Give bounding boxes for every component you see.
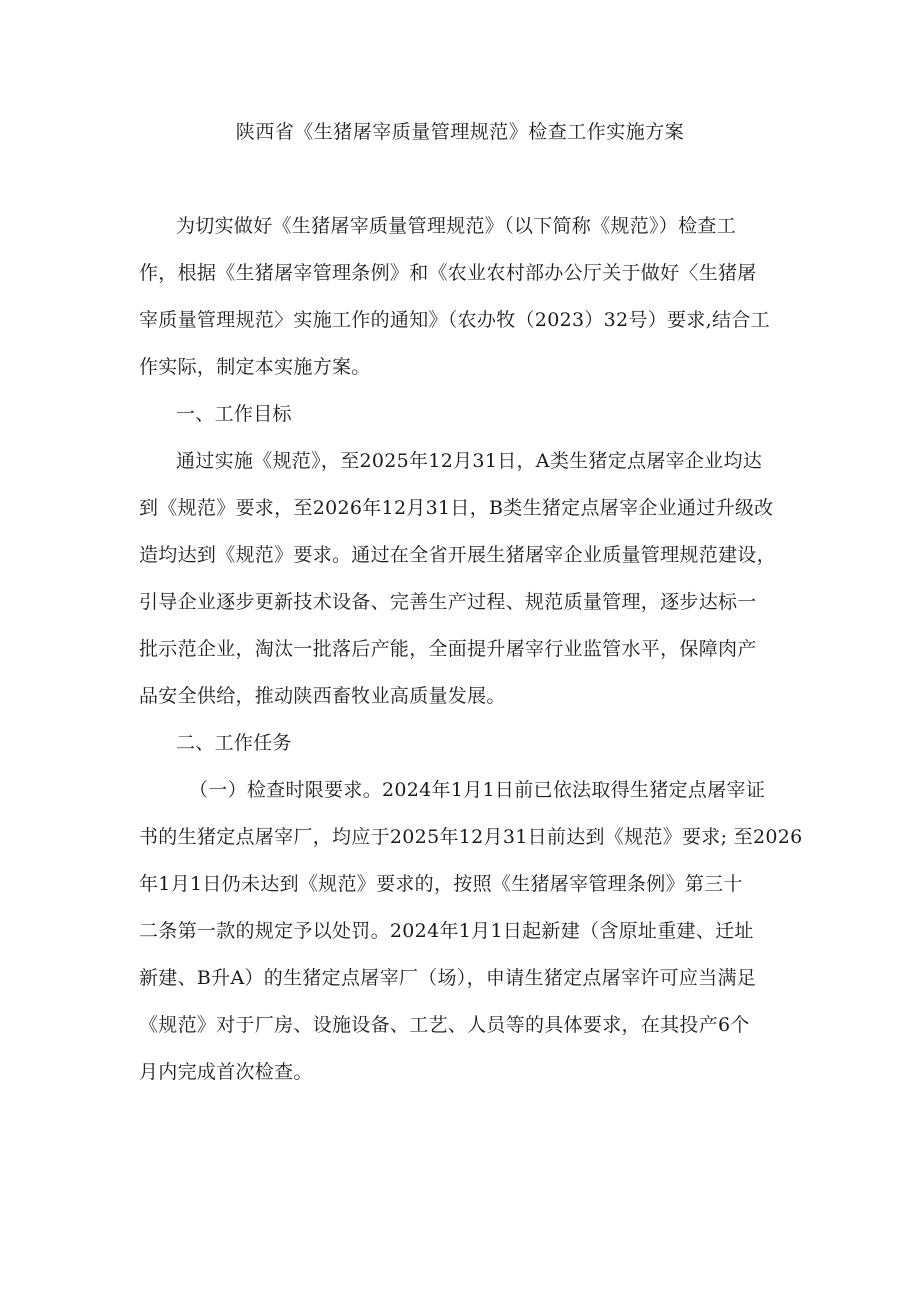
paragraph-tasks-line-5: 新建、B升A）的生猪定点屠宰厂（场），申请生猪定点屠宰许可应当满足 (139, 967, 757, 989)
paragraph-tasks-line-4: 二条第一款的规定予以处罚。2024年1月1日起新建（含原址重建、迁址 (139, 920, 754, 942)
document-title: 陕西省《生猪屠宰质量管理规范》检查工作实施方案 (235, 121, 685, 143)
paragraph-goals-line-2: 到《规范》要求，至2026年12月31日，B类生猪定点屠宰企业通过升级改 (139, 497, 774, 519)
paragraph-intro-line-4: 作实际，制定本实施方案。 (139, 356, 371, 378)
paragraph-intro-line-1: 为切实做好《生猪屠宰质量管理规范》（以下简称《规范》）检查工 (176, 215, 737, 237)
paragraph-goals-line-3: 造均达到《规范》要求。通过在全省开展生猪屠宰企业质量管理规范建设， (139, 544, 776, 566)
paragraph-goals-line-1: 通过实施《规范》，至2025年12月31日，A类生猪定点屠宰企业均达 (176, 450, 763, 472)
paragraph-goals-line-6: 品安全供给，推动陕西畜牧业高质量发展。 (139, 685, 506, 707)
paragraph-intro-line-2: 作，根据《生猪屠宰管理条例》和《农业农村部办公厅关于做好〈生猪屠 (139, 262, 757, 284)
paragraph-tasks-line-3: 年1月1日仍未达到《规范》要求的，按照《生猪屠宰管理条例》第三十 (139, 873, 743, 895)
paragraph-goals-line-5: 批示范企业，淘汰一批落后产能，全面提升屠宰行业监管水平，保障肉产 (139, 638, 757, 660)
paragraph-tasks-line-6: 《规范》对于厂房、设施设备、工艺、人员等的具体要求，在其投产6个 (139, 1014, 750, 1036)
paragraph-tasks-line-1: （一）检查时限要求。2024年1月1日前已依法取得生猪定点屠宰证 (189, 779, 766, 801)
paragraph-tasks-line-2: 书的生猪定点屠宰厂，均应于2025年12月31日前达到《规范》要求; 至2026 (139, 826, 803, 848)
section-heading-tasks: 二、工作任务 (176, 732, 292, 754)
section-heading-goals: 一、工作目标 (176, 403, 292, 425)
paragraph-tasks-line-7: 月内完成首次检查。 (139, 1061, 313, 1083)
paragraph-goals-line-4: 引导企业逐步更新技术设备、完善生产过程、规范质量管理，逐步达标一 (139, 591, 757, 613)
paragraph-intro-line-3: 宰质量管理规范〉实施工作的通知》（农办牧（2023）32号）要求,结合工 (139, 309, 770, 331)
